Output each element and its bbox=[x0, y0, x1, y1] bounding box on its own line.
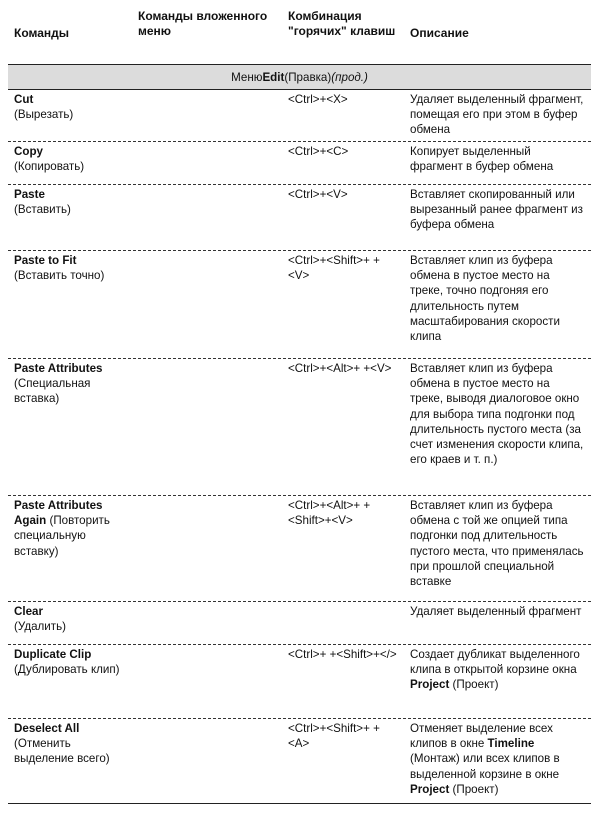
command-name: Paste Attributes Again bbox=[14, 499, 103, 528]
description-cell: Копирует выделенный фрагмент в буфер обмена bbox=[410, 145, 554, 174]
table-row bbox=[8, 90, 591, 142]
header-hotkeys: Комбинация "горячих" клавиш bbox=[288, 9, 396, 38]
table-row bbox=[8, 719, 591, 804]
description-cell: Удаляет выделенный фрагмент, помещая его при этом в буфер обмена bbox=[410, 93, 584, 137]
command-cell bbox=[8, 185, 132, 250]
table-row bbox=[8, 359, 591, 496]
command-name-ru: (Дублировать клип) bbox=[14, 663, 120, 677]
description-cell: Вставляет клип из буфера обмена в пустое место на треке, выводя диалоговое окно для выбора типа подгонки под длительность пустого места (за счет изменения скорости клипа, его краев и т. п.) bbox=[410, 362, 584, 467]
submenu-cell bbox=[132, 185, 282, 250]
description-emphasis: Project bbox=[410, 678, 450, 692]
command-name-ru: (Копировать) bbox=[14, 160, 85, 174]
description-text: Создает дубликат выделенного клипа в открытой корзине окна bbox=[410, 648, 580, 677]
table-row bbox=[8, 645, 591, 719]
description-cell: Вставляет клип из буфера обмена с той же опцией типа подгонки под длительность пустого места, что применялась при прошлой специальной вставке bbox=[410, 499, 584, 589]
description-text: (Проект) bbox=[449, 782, 499, 796]
submenu-cell bbox=[132, 90, 282, 141]
command-cell bbox=[8, 251, 132, 358]
command-cell bbox=[8, 719, 132, 803]
table-header bbox=[8, 6, 591, 64]
description-cell: Вставляет скопированный или вырезанный ранее фрагмент из буфера обмена bbox=[410, 188, 583, 232]
description-text: (Проект) bbox=[449, 678, 499, 692]
command-name: Deselect All bbox=[14, 722, 80, 735]
description-cell bbox=[404, 719, 591, 803]
hotkey-cell: <Ctrl>+<Alt>+ +<Shift>+<V> bbox=[288, 499, 371, 528]
submenu-cell bbox=[132, 251, 282, 358]
table-row bbox=[8, 142, 591, 185]
submenu-cell bbox=[132, 602, 282, 644]
command-cell bbox=[8, 645, 132, 718]
section-heading-edit-menu bbox=[8, 64, 591, 90]
command-name-ru: (Удалить) bbox=[14, 620, 66, 634]
command-cell bbox=[8, 142, 132, 184]
command-name: Paste to Fit bbox=[14, 254, 77, 267]
description-cell: Удаляет выделенный фрагмент bbox=[410, 605, 582, 618]
header-submenu-commands: Команды вложенного меню bbox=[138, 9, 268, 38]
section-continued: (прод.) bbox=[331, 70, 368, 84]
submenu-cell bbox=[132, 496, 282, 601]
command-cell bbox=[8, 359, 132, 495]
commands-table bbox=[8, 6, 591, 804]
hotkey-cell: <Ctrl>+<Shift>+ +<V> bbox=[288, 254, 380, 283]
hotkey-cell: <Ctrl>+<X> bbox=[288, 93, 348, 106]
description-emphasis: Timeline bbox=[487, 737, 535, 751]
command-name-ru: (Вставить точно) bbox=[14, 269, 105, 283]
header-description: Описание bbox=[410, 26, 469, 40]
hotkey-cell: <Ctrl>+<V> bbox=[288, 188, 348, 201]
submenu-cell bbox=[132, 359, 282, 495]
table-row bbox=[8, 185, 591, 251]
command-name: Paste Attributes bbox=[14, 362, 103, 375]
hotkey-cell: <Ctrl>+<C> bbox=[288, 145, 349, 158]
command-name: Clear bbox=[14, 605, 44, 618]
table-row bbox=[8, 496, 591, 602]
command-name: Paste bbox=[14, 188, 45, 201]
command-name-ru: (Вставить) bbox=[14, 203, 71, 217]
command-name: Copy bbox=[14, 145, 43, 158]
hotkey-cell: <Ctrl>+ +<Shift>+</> bbox=[288, 648, 397, 661]
submenu-cell bbox=[132, 142, 282, 184]
section-menu-ru: (Правка) bbox=[284, 70, 332, 84]
section-menu-name: Edit bbox=[262, 70, 285, 84]
command-name-ru: (Отменить выделение всего) bbox=[14, 737, 110, 766]
command-name: Cut bbox=[14, 93, 34, 106]
description-emphasis: Project bbox=[410, 782, 450, 796]
description-text: (Монтаж) или всех клипов в выделенной корзине в окне bbox=[410, 752, 560, 781]
submenu-cell bbox=[132, 719, 282, 803]
command-cell bbox=[8, 602, 132, 644]
command-name: Duplicate Clip bbox=[14, 648, 92, 661]
description-text: Отменяет выделение всех клипов в окне bbox=[410, 722, 553, 751]
command-name-ru: (Вырезать) bbox=[14, 108, 74, 122]
hotkey-cell: <Ctrl>+<Alt>+ +<V> bbox=[288, 362, 392, 375]
command-cell bbox=[8, 90, 132, 141]
command-name-ru: (Повторить специальную вставку) bbox=[14, 514, 110, 558]
section-prefix: Меню bbox=[231, 70, 263, 84]
table-row bbox=[8, 251, 591, 359]
header-commands: Команды bbox=[14, 26, 70, 40]
submenu-cell bbox=[132, 645, 282, 718]
command-cell bbox=[8, 496, 132, 601]
hotkey-cell: <Ctrl>+<Shift>+ +<A> bbox=[288, 722, 380, 751]
table-row bbox=[8, 602, 591, 645]
command-name-ru: (Специальная вставка) bbox=[14, 377, 91, 406]
description-cell: Вставляет клип из буфера обмена в пустое место на треке, точно подгоняя его длительность путем масштабирования скорости клипа bbox=[410, 254, 560, 344]
hotkey-cell bbox=[282, 602, 404, 644]
description-cell bbox=[404, 645, 591, 718]
